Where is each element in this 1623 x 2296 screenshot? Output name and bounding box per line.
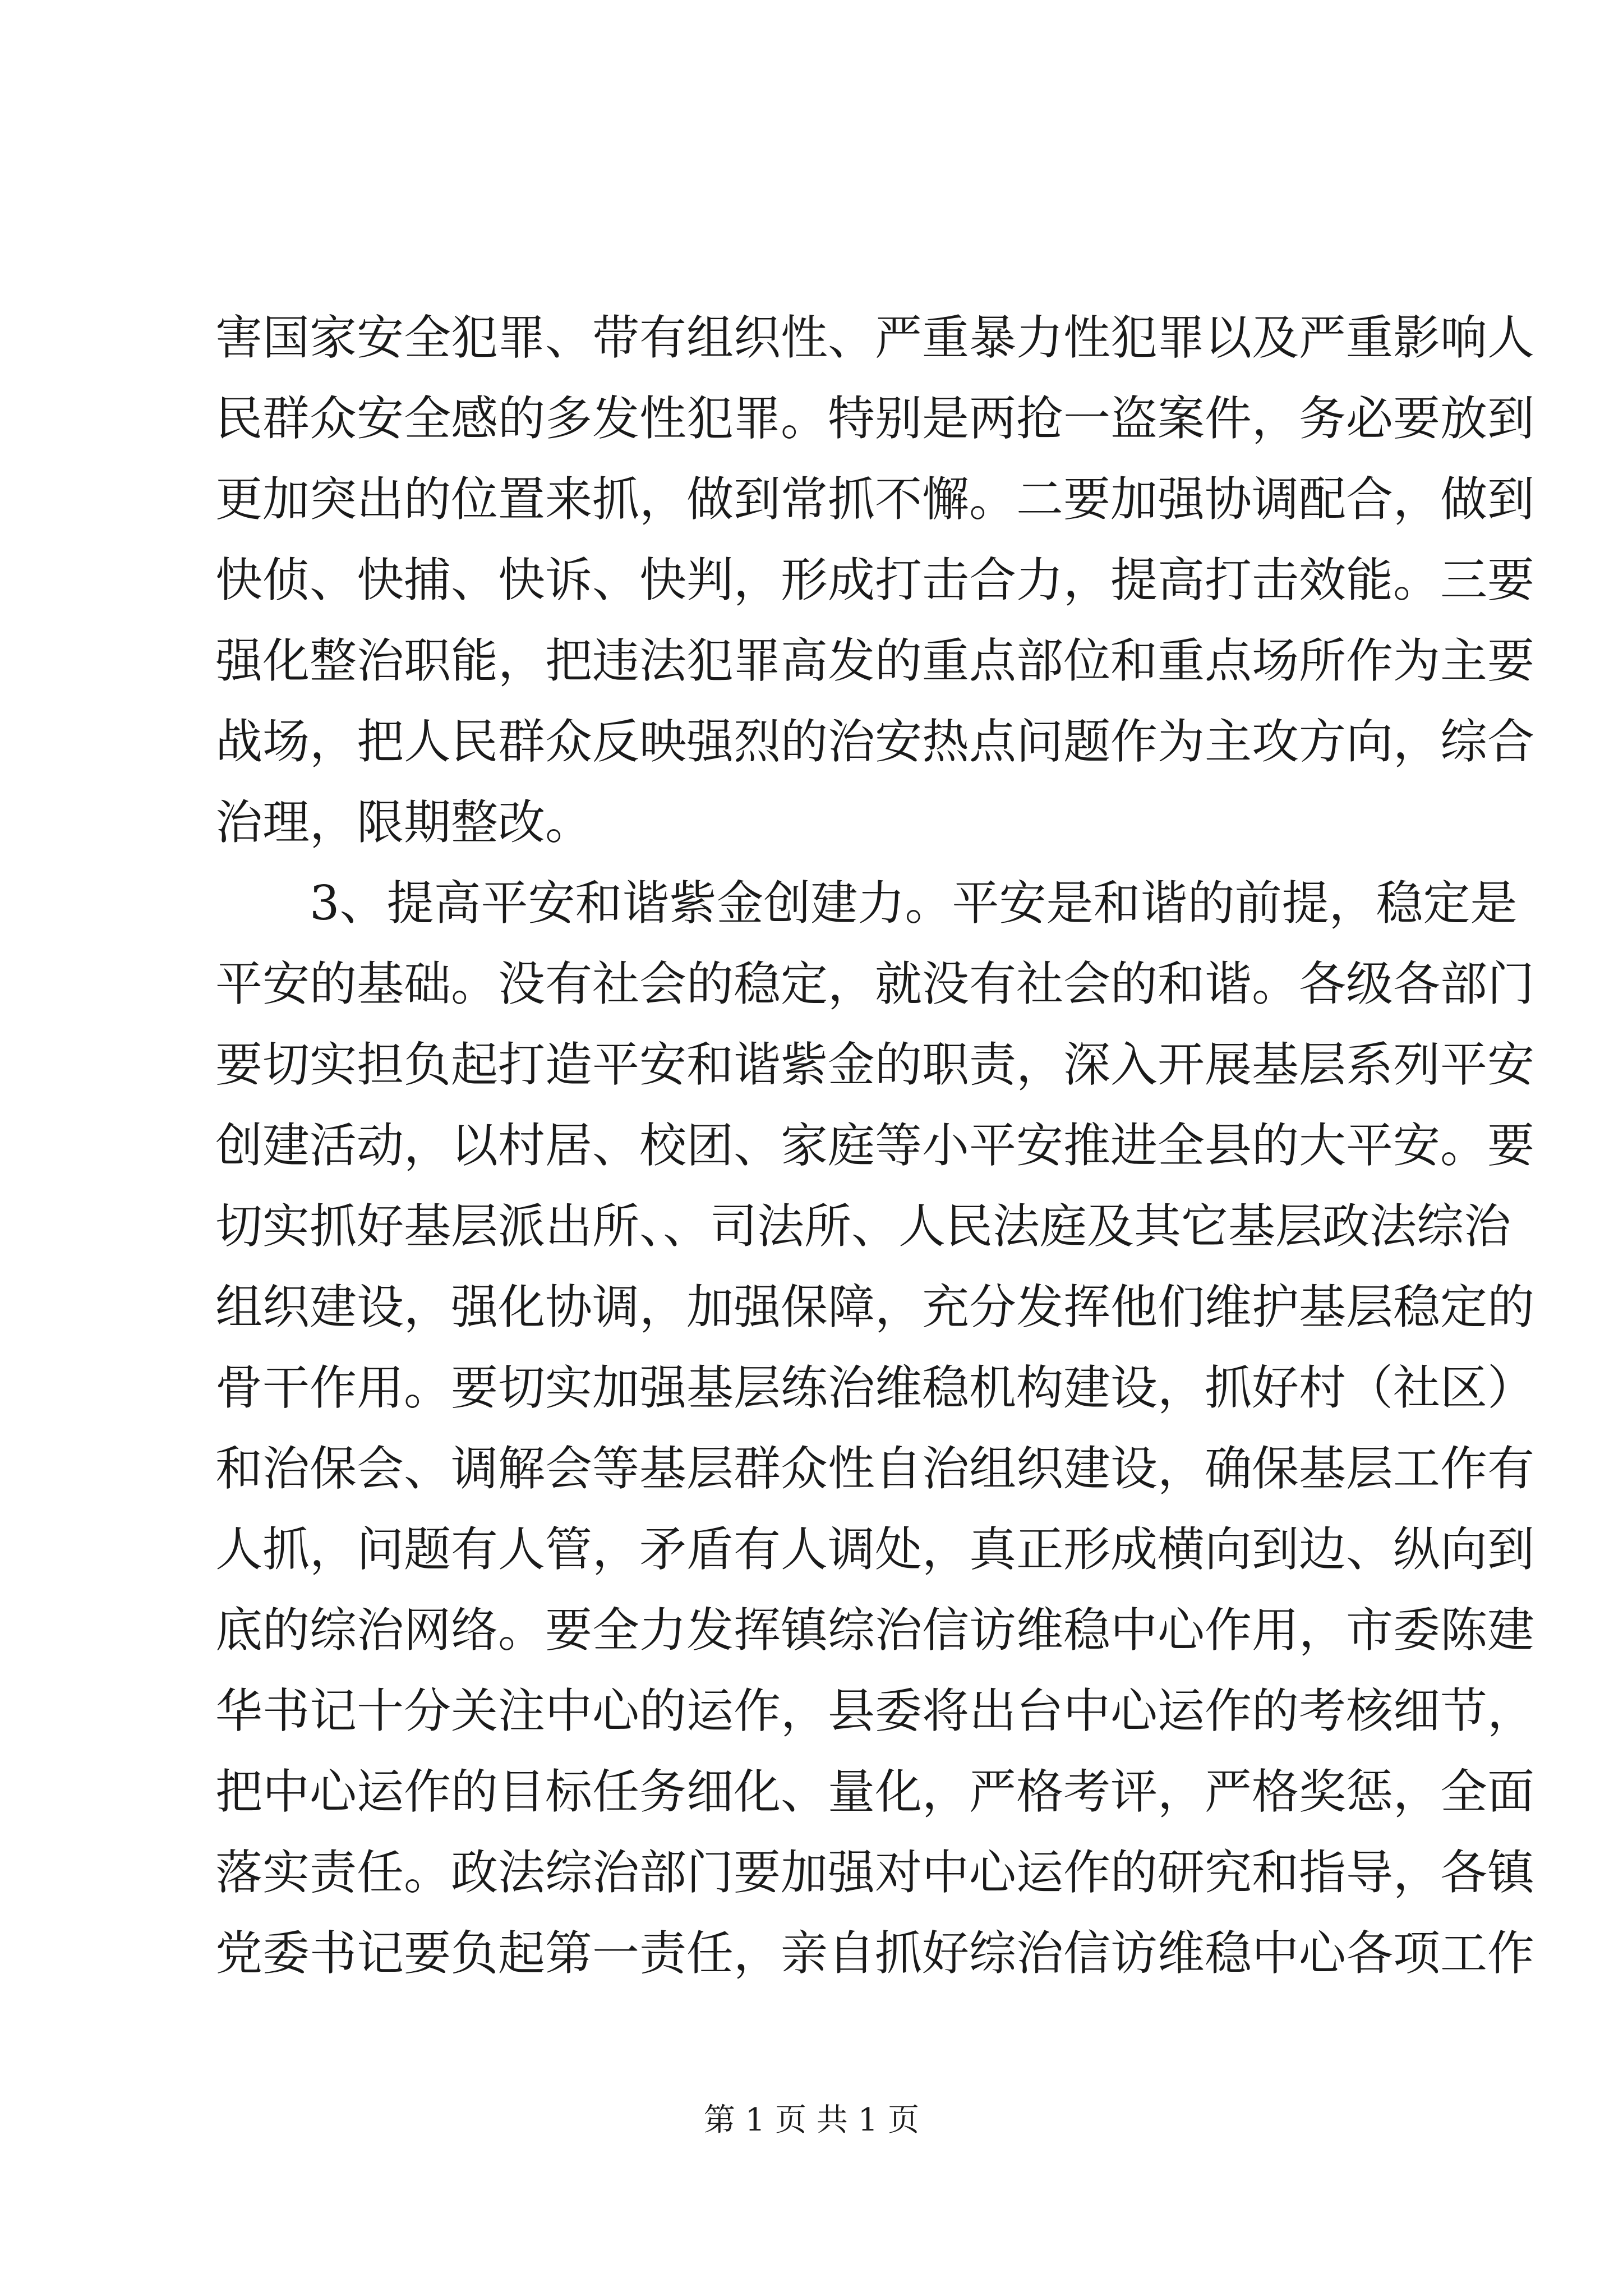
text-line: 组织建设，强化协调，加强保障，充分发挥他们维护基层稳定的 xyxy=(215,1280,1535,1335)
text-line: 要切实担负起打造平安和谐紫金的职责，深入开展基层系列平安 xyxy=(215,1037,1535,1092)
page-footer xyxy=(0,2098,1623,2143)
text-line: 3、提高平安和谐紫金创建力。平安是和谐的前提，稳定是 xyxy=(310,876,1518,931)
text-line: 华书记十分关注中心的运作，县委将出台中心运作的考核细节， xyxy=(215,1683,1535,1738)
text-line: 人抓，问题有人管，矛盾有人调处，真正形成横向到边、纵向到 xyxy=(215,1522,1535,1577)
text-line: 创建活动，以村居、校团、家庭等小平安推进全县的大平安。要 xyxy=(215,1118,1535,1173)
text-line: 害国家安全犯罪、带有组织性、严重暴力性犯罪以及严重影响人 xyxy=(215,310,1535,365)
text-line: 治理，限期整改。 xyxy=(215,795,593,850)
text-line: 党委书记要负起第一责任，亲自抓好综治信访维稳中心各项工作 xyxy=(215,1926,1535,1981)
text-line: 战场，把人民群众反映强烈的治安热点问题作为主攻方向，综合 xyxy=(215,714,1535,769)
text-line: 强化整治职能，把违法犯罪高发的重点部位和重点场所作为主要 xyxy=(215,633,1535,688)
text-line: 民群众安全感的多发性犯罪。特别是两抢一盗案件，务必要放到 xyxy=(215,391,1535,446)
page-number: 第 1 页 共 1 页 xyxy=(703,2102,920,2138)
text-line: 更加突出的位置来抓，做到常抓不懈。二要加强协调配合，做到 xyxy=(215,472,1535,527)
text-line: 切实抓好基层派出所、、司法所、人民法庭及其它基层政法综治 xyxy=(215,1199,1511,1254)
text-line: 落实责任。政法综治部门要加强对中心运作的研究和指导，各镇 xyxy=(215,1845,1535,1900)
text-line: 把中心运作的目标任务细化、量化，严格考评，严格奖惩，全面 xyxy=(215,1764,1535,1819)
text-line: 骨干作用。要切实加强基层练治维稳机构建设，抓好村（社区） xyxy=(215,1360,1535,1415)
text-line: 底的综治网络。要全力发挥镇综治信访维稳中心作用，市委陈建 xyxy=(215,1603,1535,1658)
document-body xyxy=(215,297,1535,1994)
text-line: 快侦、快捕、快诉、快判，形成打击合力，提高打击效能。三要 xyxy=(215,553,1535,608)
text-line: 和治保会、调解会等基层群众性自治组织建设，确保基层工作有 xyxy=(215,1441,1535,1496)
text-line: 平安的基础。没有社会的稳定，就没有社会的和谐。各级各部门 xyxy=(215,956,1535,1011)
